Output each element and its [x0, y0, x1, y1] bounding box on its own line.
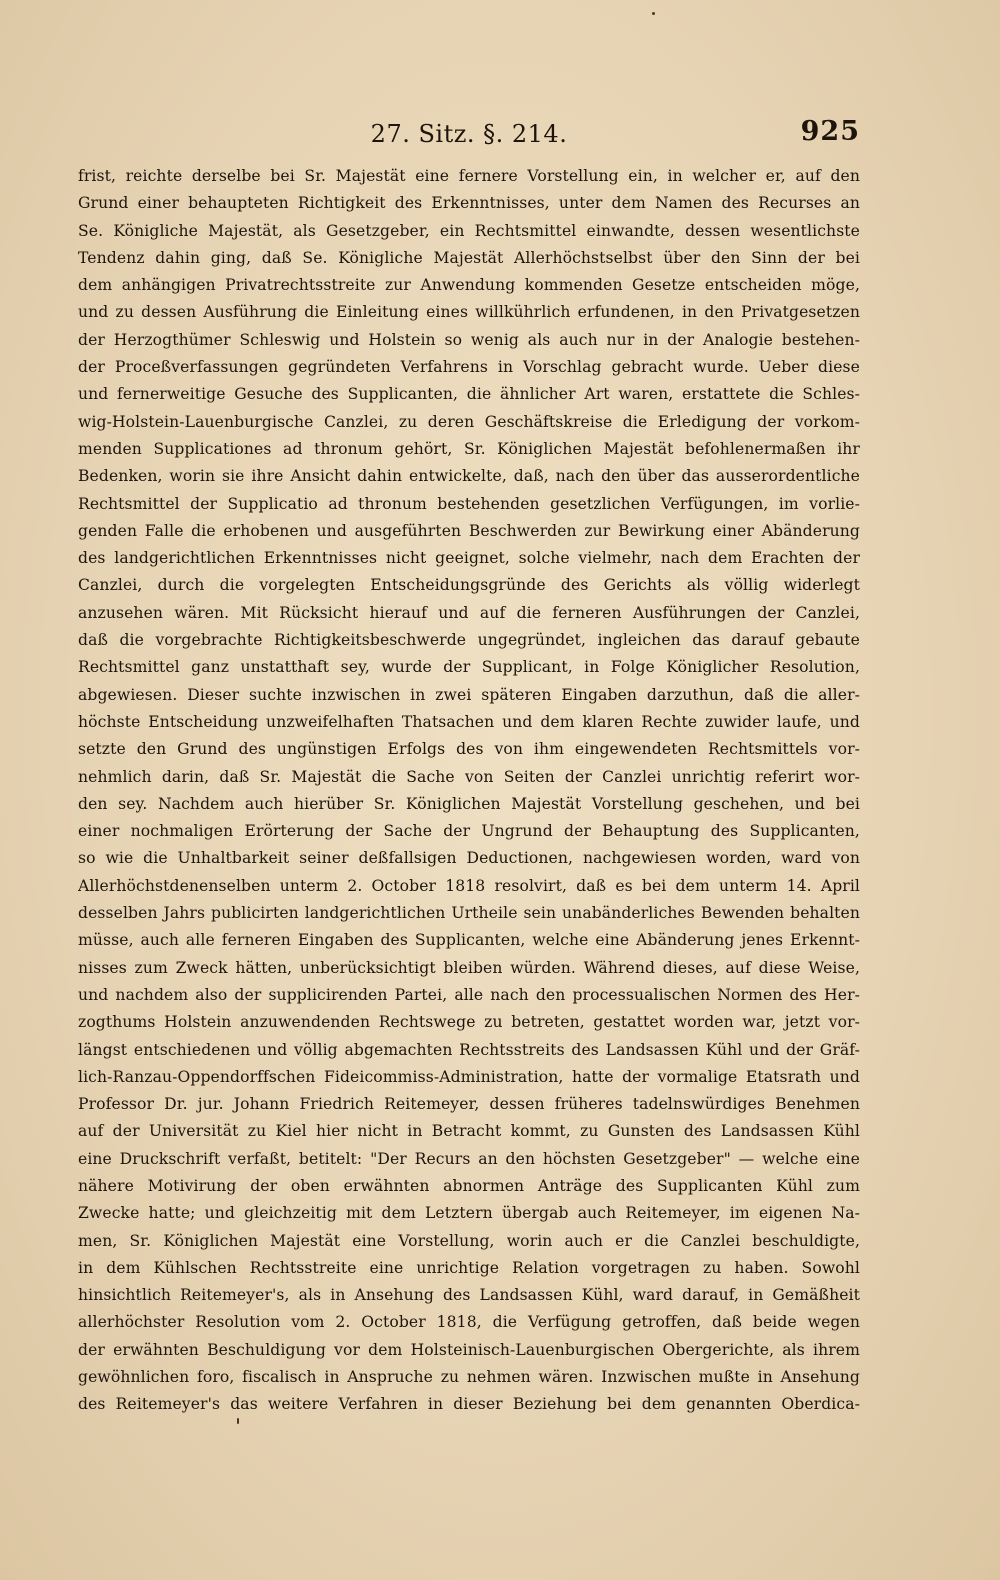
text-line: Allerhöchstdenenselben unterm 2. October 1818 resolvirt, daß es bei dem unterm 14. April [78, 876, 860, 895]
text-line: Tendenz dahin ging, daß Se. Königliche Majestät Allerhöchstselbst über den Sinn der bei [78, 248, 860, 267]
text-line: des landgerichtlichen Erkenntnisses nicht geeignet, solche vielmehr, nach dem Erachten der [78, 549, 860, 568]
text-line: hinsichtlich Reitemeyer's, als in Ansehung des Landsassen Kühl, ward darauf, in Gemäßheit [78, 1286, 860, 1305]
text-line: abgewiesen. Dieser suchte inzwischen in zwei späteren Eingaben darzuthun, daß die aller- [78, 685, 860, 704]
text-line: dem anhängigen Privatrechtsstreite zur Anwendung kommenden Gesetze entscheiden möge, [78, 276, 860, 295]
text-line: daß die vorgebrachte Richtigkeitsbeschwerde ungegründet, ingleichen das darauf gebaute [78, 631, 860, 650]
paper-speck [237, 1418, 239, 1424]
text-line: und zu dessen Ausführung die Einleitung eines willkührlich erfundenen, in den Privatgesetzen [78, 303, 860, 322]
text-line: zogthums Holstein anzuwendenden Rechtswege zu betreten, gestattet worden war, jetzt vor- [78, 1013, 860, 1032]
text-line: der erwähnten Beschuldigung vor dem Holsteinisch-Lauenburgischen Obergerichte, als ihrem [78, 1340, 860, 1359]
page-header [78, 116, 860, 156]
text-line: setzte den Grund des ungünstigen Erfolgs des von ihm eingewendeten Rechtsmittels vor- [78, 740, 860, 759]
text-line: so wie die Unhaltbarkeit seiner deßfallsigen Deductionen, nachgewiesen worden, ward von [78, 849, 860, 868]
text-line: auf der Universität zu Kiel hier nicht in Betracht kommt, zu Gunsten des Landsassen Kühl [78, 1122, 860, 1141]
text-line: und nachdem also der supplicirenden Partei, alle nach den processualischen Normen des Her- [78, 985, 860, 1004]
text-line: allerhöchster Resolution vom 2. October 1818, die Verfügung getroffen, daß beide wegen [78, 1313, 860, 1332]
text-line: höchste Entscheidung unzweifelhaften Thatsachen und dem klaren Rechte zuwider laufe, und [78, 712, 860, 731]
paper-speck [652, 12, 655, 15]
text-line: wig-Holstein-Lauenburgische Canzlei, zu deren Geschäftskreise die Erledigung der vorkom- [78, 412, 860, 431]
text-line: des Reitemeyer's das weitere Verfahren in dieser Beziehung bei dem genannten Oberdica- [78, 1395, 860, 1414]
running-head: 27. Sitz. §. 214. [370, 120, 568, 148]
text-line: desselben Jahrs publicirten landgerichtlichen Urtheile sein unabänderliches Bewenden behalten [78, 904, 860, 923]
text-line: längst entschiedenen und völlig abgemachten Rechtsstreits des Landsassen Kühl und der Gräf- [78, 1040, 860, 1059]
text-line: Se. Königliche Majestät, als Gesetzgeber, ein Rechtsmittel einwandte, dessen wesentlichste [78, 221, 860, 240]
text-line: einer nochmaligen Erörterung der Sache der Ungrund der Behauptung des Supplicanten, [78, 822, 860, 841]
text-line: Bedenken, worin sie ihre Ansicht dahin entwickelte, daß, nach den über das ausserordentliche [78, 467, 860, 486]
text-line: menden Supplicationes ad thronum gehört, Sr. Königlichen Majestät befohlenermaßen ihr [78, 439, 860, 458]
text-line: eine Druckschrift verfaßt, betitelt: "Der Recurs an den höchsten Gesetzgeber" — welche eine [78, 1149, 860, 1168]
text-line: und fernerweitige Gesuche des Supplicanten, die ähnlicher Art waren, erstattete die Schles- [78, 385, 860, 404]
text-line: gewöhnlichen foro, fiscalisch in Anspruche zu nehmen wären. Inzwischen mußte in Ansehung [78, 1368, 860, 1387]
text-line: Zwecke hatte; und gleichzeitig mit dem Letztern übergab auch Reitemeyer, im eigenen Na- [78, 1204, 860, 1223]
text-line: nähere Motivirung der oben erwähnten abnormen Anträge des Supplicanten Kühl zum [78, 1176, 860, 1195]
text-line: müsse, auch alle ferneren Eingaben des Supplicanten, welche eine Abänderung jenes Erkennt- [78, 931, 860, 950]
text-line: den sey. Nachdem auch hierüber Sr. Königlichen Majestät Vorstellung geschehen, und bei [78, 794, 860, 813]
text-line: Grund einer behaupteten Richtigkeit des Erkenntnisses, unter dem Namen des Recurses an [78, 194, 860, 213]
text-line: genden Falle die erhobenen und ausgeführten Beschwerden zur Bewirkung einer Abänderung [78, 521, 860, 540]
text-line: der Herzogthümer Schleswig und Holstein so wenig als auch nur in der Analogie bestehen- [78, 330, 860, 349]
text-line: Canzlei, durch die vorgelegten Entscheidungsgründe des Gerichts als völlig widerlegt [78, 576, 860, 595]
text-line: Rechtsmittel ganz unstatthaft sey, wurde der Supplicant, in Folge Königlicher Resolution, [78, 658, 860, 677]
body-text [78, 163, 860, 1419]
text-line: lich-Ranzau-Oppendorffschen Fideicommiss-Administration, hatte der vormalige Etatsrath und [78, 1067, 860, 1086]
text-line: men, Sr. Königlichen Majestät eine Vorstellung, worin auch er die Canzlei beschuldigte, [78, 1231, 860, 1250]
text-line: anzusehen wären. Mit Rücksicht hierauf und auf die ferneren Ausführungen der Canzlei, [78, 603, 860, 622]
text-line: in dem Kühlschen Rechtsstreite eine unrichtige Relation vorgetragen zu haben. Sowohl [78, 1258, 860, 1277]
text-line: Rechtsmittel der Supplicatio ad thronum bestehenden gesetzlichen Verfügungen, im vorlie- [78, 494, 860, 513]
text-line: der Proceßverfassungen gegründeten Verfahrens in Vorschlag gebracht wurde. Ueber diese [78, 358, 860, 377]
text-line: Professor Dr. jur. Johann Friedrich Reitemeyer, dessen früheres tadelnswürdiges Benehmen [78, 1095, 860, 1114]
page-number: 925 [800, 116, 860, 147]
text-line: frist, reichte derselbe bei Sr. Majestät eine fernere Vorstellung ein, in welcher er, auf den [78, 167, 860, 185]
text-line: nehmlich darin, daß Sr. Majestät die Sache von Seiten der Canzlei unrichtig referirt wor- [78, 767, 860, 786]
text-line: nisses zum Zweck hätten, unberücksichtigt bleiben würden. Während dieses, auf diese Weise, [78, 958, 860, 977]
